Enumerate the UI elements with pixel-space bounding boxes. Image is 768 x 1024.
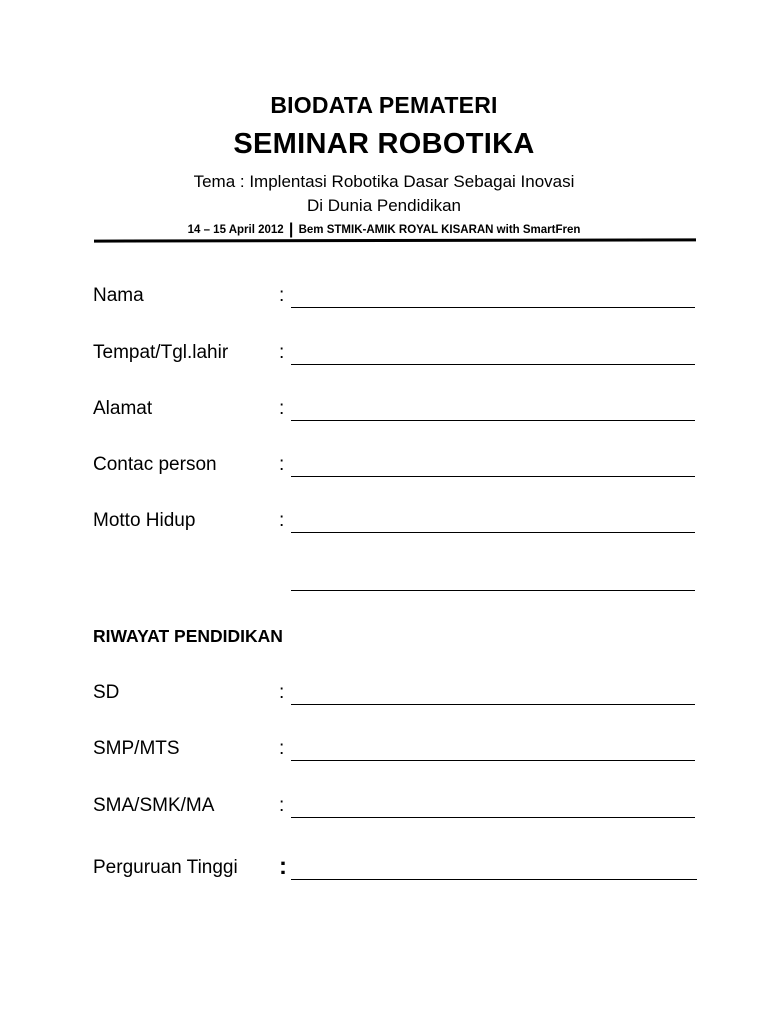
- nama-blank-line[interactable]: [291, 307, 695, 308]
- sd-blank-line[interactable]: [291, 704, 695, 705]
- seminar-title: SEMINAR ROBOTIKA: [233, 128, 535, 160]
- field-label: Perguruan Tinggi: [93, 857, 238, 878]
- field-label: SMP/MTS: [93, 738, 180, 759]
- field-colon: :: [279, 738, 285, 759]
- form-title: BIODATA PEMATERI: [270, 92, 498, 118]
- field-label: Alamat: [93, 398, 153, 419]
- field-label: Motto Hidup: [93, 510, 196, 531]
- form-row-perguruan-tinggi: [0, 853, 768, 887]
- education-section-title: RIWAYAT PENDIDIKAN: [93, 626, 283, 646]
- event-date: 14 – 15 April 2012: [187, 224, 284, 236]
- event-organizer: Bem STMIK-AMIK ROYAL KISARAN with SmartFren: [298, 224, 581, 236]
- tempat-tgl-lahir-blank-line[interactable]: [291, 364, 695, 365]
- header-divider: [94, 238, 696, 242]
- field-colon: :: [279, 682, 285, 703]
- motto-continuation-blank-line[interactable]: [291, 590, 695, 591]
- field-colon: :: [279, 398, 285, 419]
- field-label: SMA/SMK/MA: [93, 795, 215, 816]
- form-row-contact-person: [0, 454, 768, 484]
- sma-smk-ma-blank-line[interactable]: [291, 817, 695, 818]
- field-colon: :: [279, 795, 285, 816]
- field-label: SD: [93, 682, 120, 703]
- alamat-blank-line[interactable]: [291, 420, 695, 421]
- form-row-sd: [0, 682, 768, 712]
- event-info: [0, 220, 768, 238]
- field-label: Tempat/Tgl.lahir: [93, 342, 229, 363]
- field-colon: :: [279, 853, 287, 880]
- form-row-alamat: [0, 398, 768, 428]
- form-row-motto-hidup: [0, 510, 768, 540]
- contact-person-blank-line[interactable]: [291, 476, 695, 477]
- form-row-sma-smk-ma: [0, 795, 768, 825]
- event-separator: |: [288, 221, 294, 238]
- motto-hidup-blank-line[interactable]: [291, 532, 695, 533]
- perguruan-tinggi-blank-line[interactable]: [291, 879, 697, 880]
- field-colon: :: [279, 454, 285, 475]
- field-label: Nama: [93, 285, 144, 306]
- field-colon: :: [279, 510, 285, 531]
- theme-line-2: Di Dunia Pendidikan: [306, 196, 462, 215]
- form-row-nama: [0, 285, 768, 315]
- theme-line-1: Tema : Implentasi Robotika Dasar Sebagai Inovasi: [193, 172, 575, 191]
- field-colon: :: [279, 285, 285, 306]
- field-colon: :: [279, 342, 285, 363]
- form-row-tempat-tgl-lahir: [0, 342, 768, 372]
- smp-mts-blank-line[interactable]: [291, 760, 695, 761]
- field-label: Contac person: [93, 454, 217, 475]
- form-row-smp-mts: [0, 738, 768, 768]
- form-row-motto-continuation: [0, 568, 768, 598]
